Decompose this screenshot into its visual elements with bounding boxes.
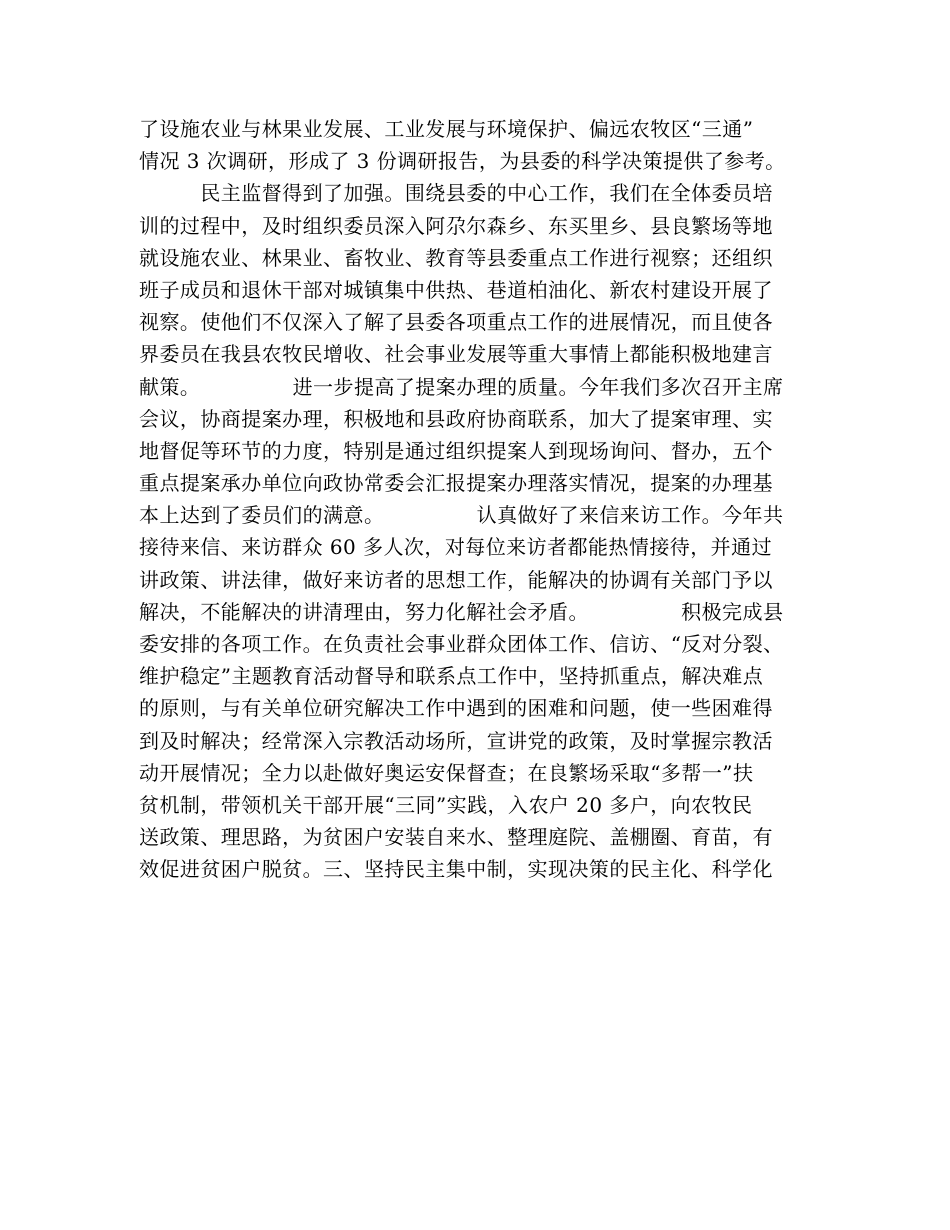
text-line-16: 解决，不能解决的讲清理由，努力化解社会矛盾。 积极完成县 <box>139 599 784 624</box>
text-line-20: 到及时解决；经常深入宗教活动场所，宣讲党的政策，及时掌握宗教活 <box>139 728 773 753</box>
text-line-22: 贫机制，带领机关干部开展“三同”实践，入农户 20 多户，向农牧民 <box>139 792 753 817</box>
text-line-8: 界委员在我县农牧民增收、社会事业发展等重大事情上都能积极地建言 <box>139 342 773 367</box>
text-line-7: 视察。使他们不仅深入了解了县委各项重点工作的进展情况，而且使各 <box>139 310 773 335</box>
text-line-1: 了设施农业与林果业发展、工业发展与环境保护、偏远农牧区“三通” <box>139 117 754 141</box>
text-line-11: 地督促等环节的力度，特别是通过组织提案人到现场询问、督办，五个 <box>139 438 773 463</box>
text-line-12: 重点提案承办单位向政协常委会汇报提案办理落实情况，提案的办理基 <box>139 471 773 496</box>
text-line-2: 情况 3 次调研，形成了 3 份调研报告，为县委的科学决策提供了参考。 <box>139 149 786 174</box>
text-line-14: 接待来信、来访群众 60 多人次，对每位来访者都能热情接待，并通过 <box>139 535 773 560</box>
text-line-4: 训的过程中，及时组织委员深入阿尕尔森乡、东买里乡、县良繁场等地 <box>139 213 773 238</box>
text-line-5: 就设施农业、林果业、畜牧业、教育等县委重点工作进行视察；还组织 <box>139 245 773 270</box>
text-line-23: 送政策、理思路，为贫困户安装自来水、整理庭院、盖棚圈、育苗，有 <box>139 825 773 850</box>
text-line-17: 委安排的各项工作。在负责社会事业群众团体工作、信访、“反对分裂、 <box>139 632 784 656</box>
text-line-18: 维护稳定”主题教育活动督导和联系点工作中，坚持抓重点，解决难点 <box>139 664 764 689</box>
text-line-6: 班子成员和退休干部对城镇集中供热、巷道柏油化、新农村建设开展了 <box>139 277 773 302</box>
text-line-9: 献策。 进一步提高了提案办理的质量。今年我们多次召开主席 <box>139 374 784 399</box>
text-line-13: 本上达到了委员们的满意。 认真做好了来信来访工作。今年共 <box>139 503 784 528</box>
text-line-21: 动开展情况；全力以赴做好奥运安保督查；在良繁场采取“多帮一”扶 <box>139 760 754 785</box>
text-line-24: 效促进贫困户脱贫。三、坚持民主集中制，实现决策的民主化、科学化 <box>139 857 773 882</box>
text-line-19: 的原则，与有关单位研究解决工作中遇到的困难和问题，使一些困难得 <box>139 696 773 721</box>
text-line-10: 会议，协商提案办理，积极地和县政府协商联系，加大了提案审理、实 <box>139 406 773 431</box>
body-text <box>139 113 839 886</box>
text-line-15: 讲政策、讲法律，做好来访者的思想工作，能解决的协调有关部门予以 <box>139 567 773 592</box>
text-line-3: 民主监督得到了加强。围绕县委的中心工作，我们在全体委员培 <box>139 181 773 206</box>
